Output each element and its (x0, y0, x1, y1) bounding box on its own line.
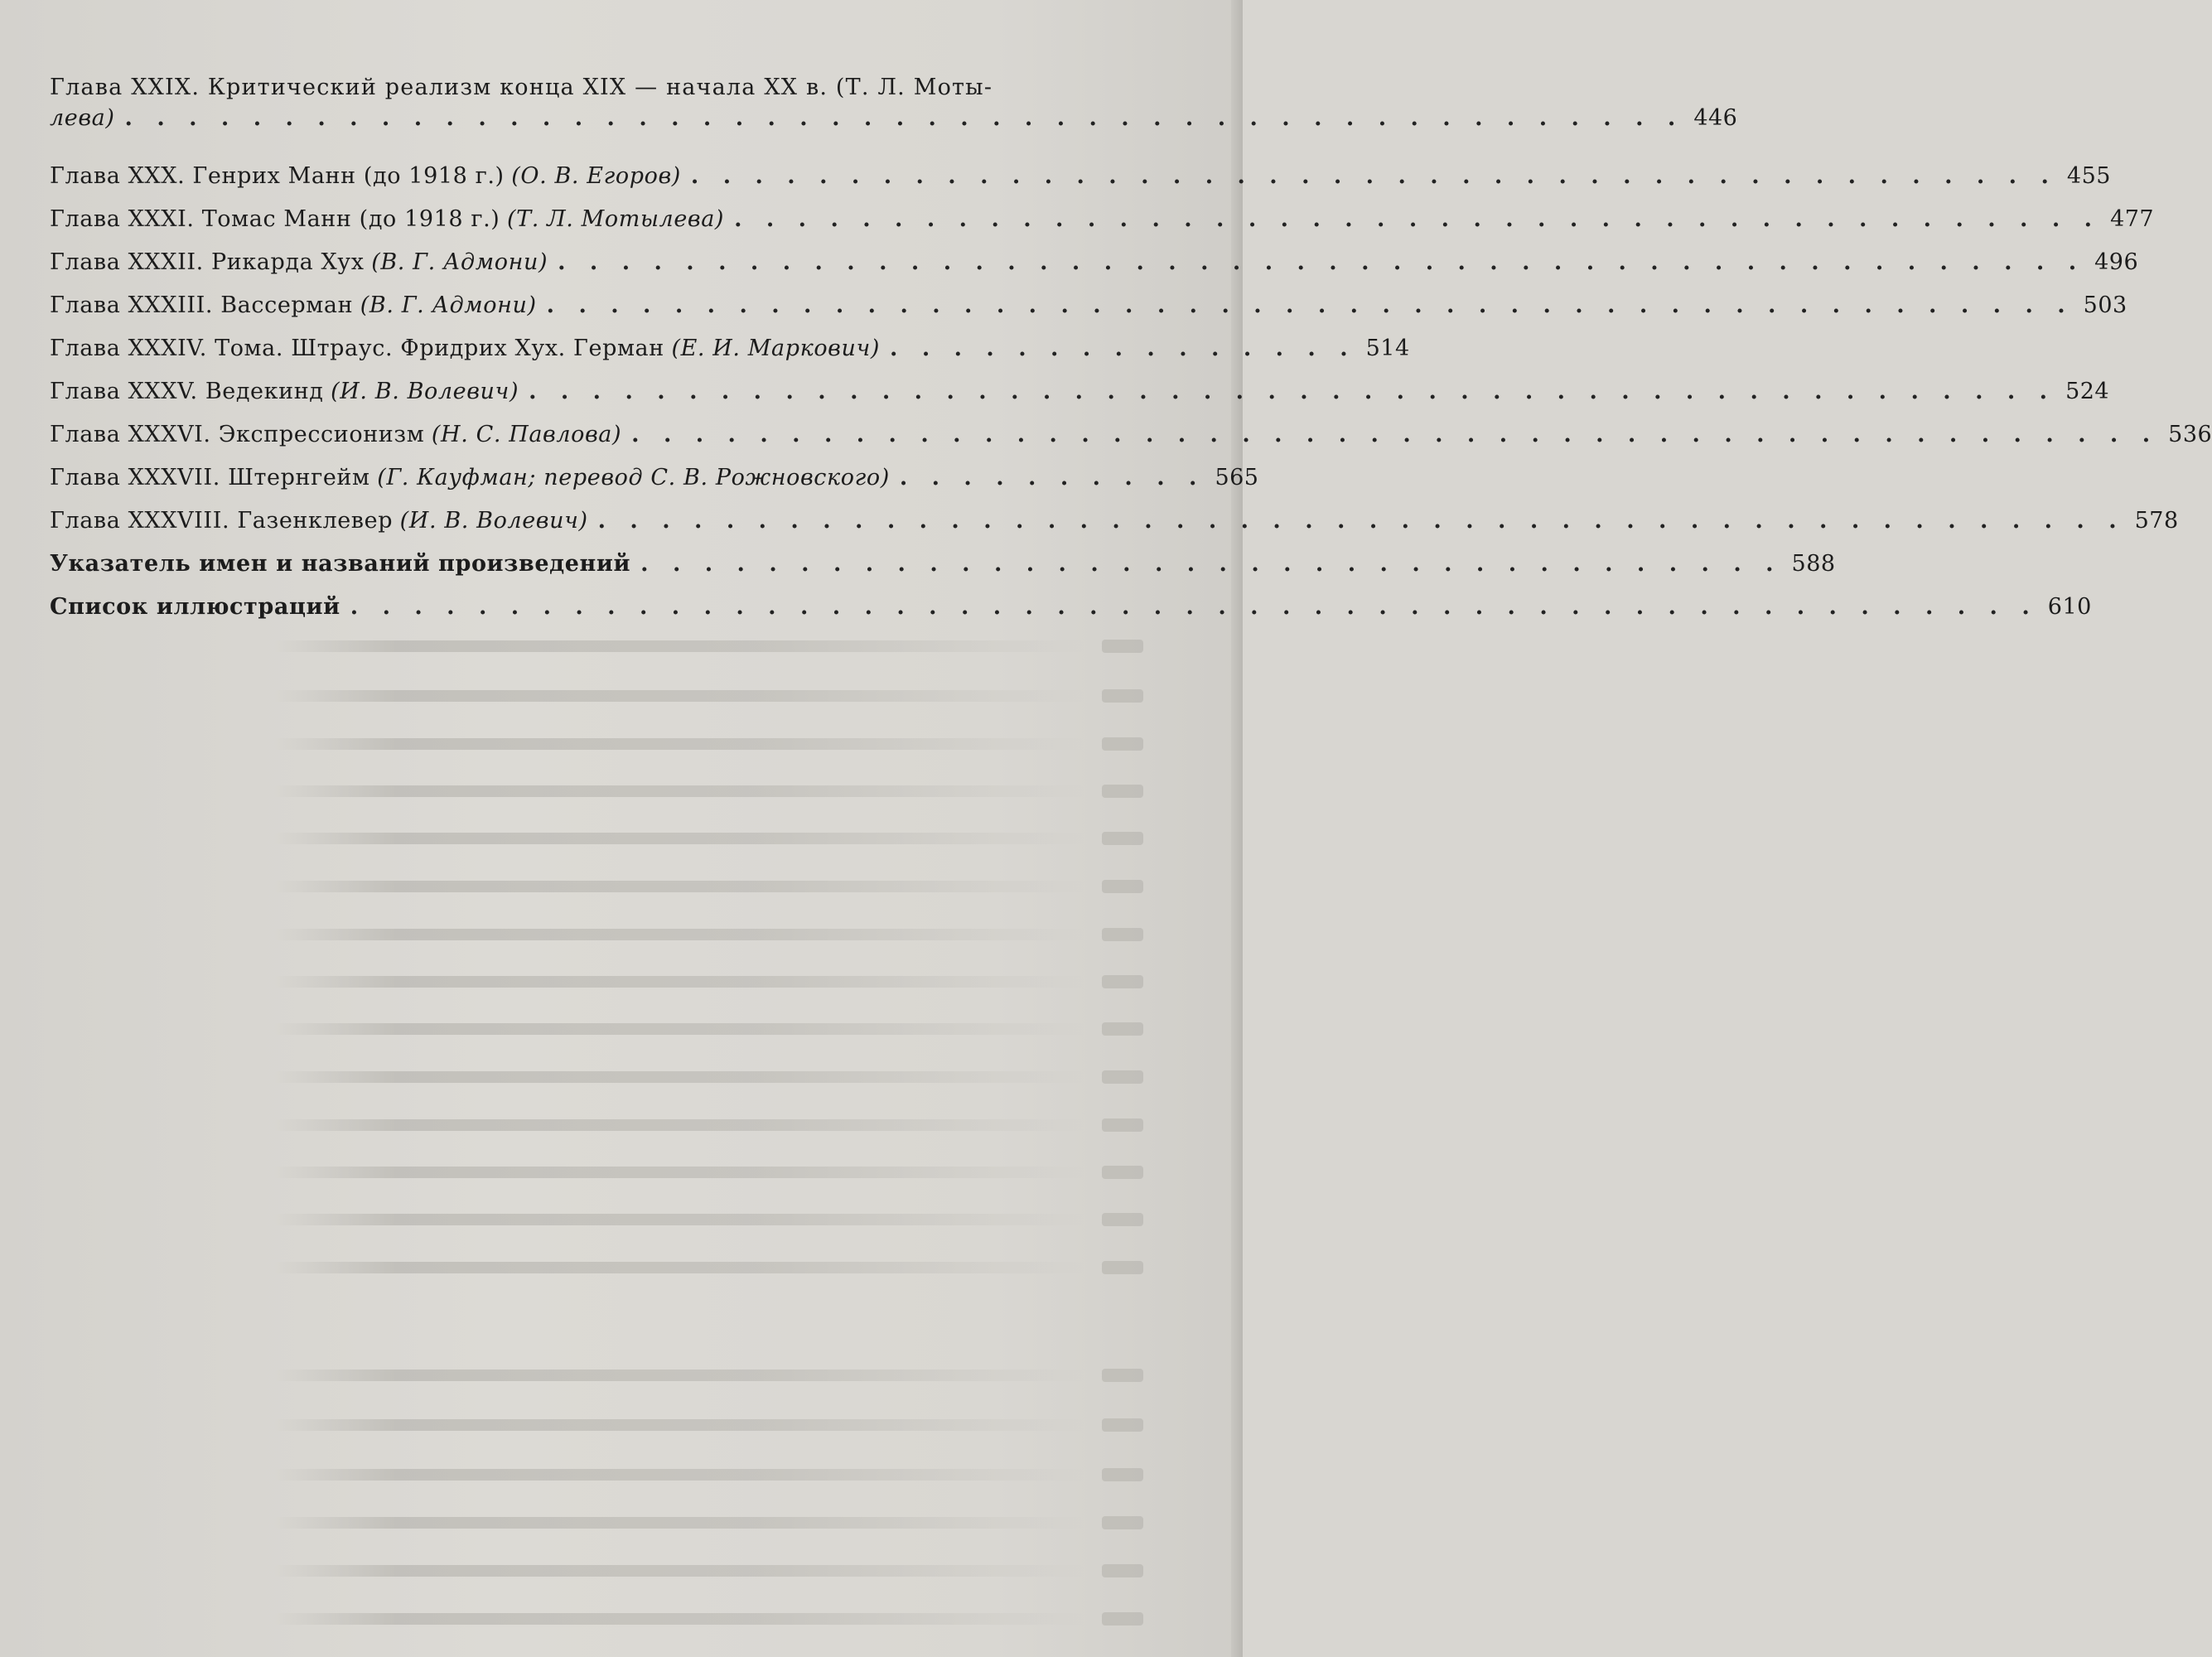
toc-page-number: 496 (2094, 249, 2139, 275)
toc-entry-author: (Т. Л. Мотылева) (507, 206, 725, 232)
toc-entry-chapter-36 (50, 404, 2212, 447)
toc-entry-title: Указатель имен и названий произведений (50, 551, 631, 577)
toc-entry-title: Глава XXXII. Рикарда Хух (50, 249, 365, 275)
show-through-line (273, 775, 1143, 808)
toc-entry-chapter-31 (50, 189, 2155, 232)
toc-entry-author: (И. В. Волевич) (331, 379, 519, 404)
toc-entry-chapter-38 (50, 490, 2179, 534)
dot-leader: . . . . . . . . . . . . . . . . . . . . . . . . . . . . . . . . . . . . . . . . . . . . . . . . (546, 292, 2074, 318)
show-through-line (273, 1554, 1143, 1587)
toc-page-number: 588 (1791, 551, 1836, 577)
toc-entry-chapter-37 (50, 447, 1259, 490)
toc-entry-title: Список иллюстраций (50, 594, 340, 620)
toc-entry-author: (Н. С. Павлова) (431, 422, 622, 447)
show-through-line (273, 870, 1143, 903)
toc-entry-chapter-34 (50, 318, 1410, 361)
toc-entry-author: (Е. И. Маркович) (671, 336, 881, 361)
toc-entry-title-continuation: лева) (50, 105, 115, 131)
dot-leader: . . . . . . . . . . . . . . . . . . . . . . . . . . . . . . . . . . . . . . . . . . . (734, 206, 2101, 232)
toc-page-number: 514 (1365, 336, 1410, 361)
show-through-line (273, 679, 1143, 713)
toc-entry-title: Глава XXXV. Ведекинд (50, 379, 324, 404)
show-through-line (273, 822, 1143, 855)
show-through-line (273, 1012, 1143, 1046)
toc-page-number: 446 (1693, 105, 1738, 131)
toc-entry-title: Глава XXXI. Томас Манн (до 1918 г.) (50, 206, 500, 232)
toc-entry-chapter-35 (50, 361, 2110, 404)
show-through-line (273, 1458, 1143, 1491)
show-through-line (273, 1602, 1143, 1635)
dot-leader: . . . . . . . . . . . . . . . . . . . . . . . . . . . . . . . . . . . . . . . . . . . . . . . . (529, 379, 2056, 404)
toc-entry-title: Глава XXXIV. Тома. Штраус. Фридрих Хух. Герман (50, 336, 664, 361)
show-through-line (273, 1203, 1143, 1236)
toc-page-number: 455 (2066, 163, 2111, 189)
show-through-line (273, 1109, 1143, 1142)
show-through-line (273, 1251, 1143, 1284)
show-through-line (273, 727, 1143, 761)
show-through-line (273, 1156, 1143, 1189)
table-of-contents (50, 75, 2212, 620)
dot-leader: . . . . . . . . . . . . . . . . . . . . . . . . . . . . . . . . . . . . . . . . . . . . . . . . (631, 422, 2159, 447)
show-through-line (273, 1506, 1143, 1539)
toc-page-number: 536 (2168, 422, 2212, 447)
toc-entry-chapter-30 (50, 146, 2111, 189)
toc-entry-illustrations-list (50, 577, 2092, 620)
dot-leader: . . . . . . . . . . . . . . . . . . . . . . . . . . . . . . . . . . . . . . . . . . . . . . . . (597, 508, 2125, 534)
show-through-line (273, 918, 1143, 951)
toc-entry-title: Глава XXXVIII. Газенклевер (50, 508, 394, 534)
toc-entry-author: (И. В. Волевич) (399, 508, 588, 534)
page-edge (1231, 0, 1243, 1657)
toc-entry-author: (О. В. Егоров) (511, 163, 681, 189)
dot-leader: . . . . . . . . . . . . . . . . . . . . . . . . . . . . . . . . . . . . (640, 551, 1782, 577)
toc-entry-author: (Г. Кауфман; перевод С. В. Рожновского) (377, 465, 890, 490)
show-through-line (273, 1060, 1143, 1094)
toc-entry-name-index (50, 534, 1836, 577)
toc-entry-title: Глава XXXIII. Вассерман (50, 292, 354, 318)
show-through-line (273, 630, 1143, 663)
toc-entry-title: Глава XXXVI. Экспрессионизм (50, 422, 425, 447)
toc-page-number: 524 (2065, 379, 2110, 404)
toc-entry-author: (В. Г. Адмони) (371, 249, 548, 275)
toc-page-number: 503 (2083, 292, 2127, 318)
toc-page-number: 578 (2134, 508, 2179, 534)
dot-leader: . . . . . . . . . . . . . . . . . . . . . . . . . . . . . . . . . . . . . . . . . . . (690, 163, 2057, 189)
toc-entry-title: Глава XXXVII. Штернгейм (50, 465, 370, 490)
toc-entry-chapter-29 (50, 75, 1738, 146)
dot-leader: . . . . . . . . . . . . . . . . . . . . . . . . . . . . . . . . . . . . . . . . . . . . . . . . (558, 249, 2085, 275)
dot-leader: . . . . . . . . . . . . . . . . . . . . . . . . . . . . . . . . . . . . . . . . . . . . . . . . . (124, 105, 1684, 131)
toc-entry-chapter-33 (50, 275, 2127, 318)
toc-entry-author: (В. Г. Адмони) (360, 292, 537, 318)
toc-page-number: 565 (1215, 465, 1259, 490)
toc-page-number: 477 (2110, 206, 2155, 232)
toc-entry-title: Глава XXIX. Критический реализм конца XIX — начала XX в. (Т. Л. Моты- (50, 75, 993, 100)
show-through-line (273, 965, 1143, 998)
toc-entry-chapter-32 (50, 232, 2139, 275)
show-through-line (273, 1359, 1143, 1392)
dot-leader: . . . . . . . . . . . . . . . (890, 336, 1356, 361)
dot-leader: . . . . . . . . . . (899, 465, 1205, 490)
show-through-line (273, 1408, 1143, 1442)
toc-entry-title: Глава XXX. Генрих Манн (до 1918 г.) (50, 163, 505, 189)
toc-page-number: 610 (2047, 594, 2092, 620)
dot-leader: . . . . . . . . . . . . . . . . . . . . . . . . . . . . . . . . . . . . . . . . . . . . . . . . . . . . . (350, 594, 2038, 620)
